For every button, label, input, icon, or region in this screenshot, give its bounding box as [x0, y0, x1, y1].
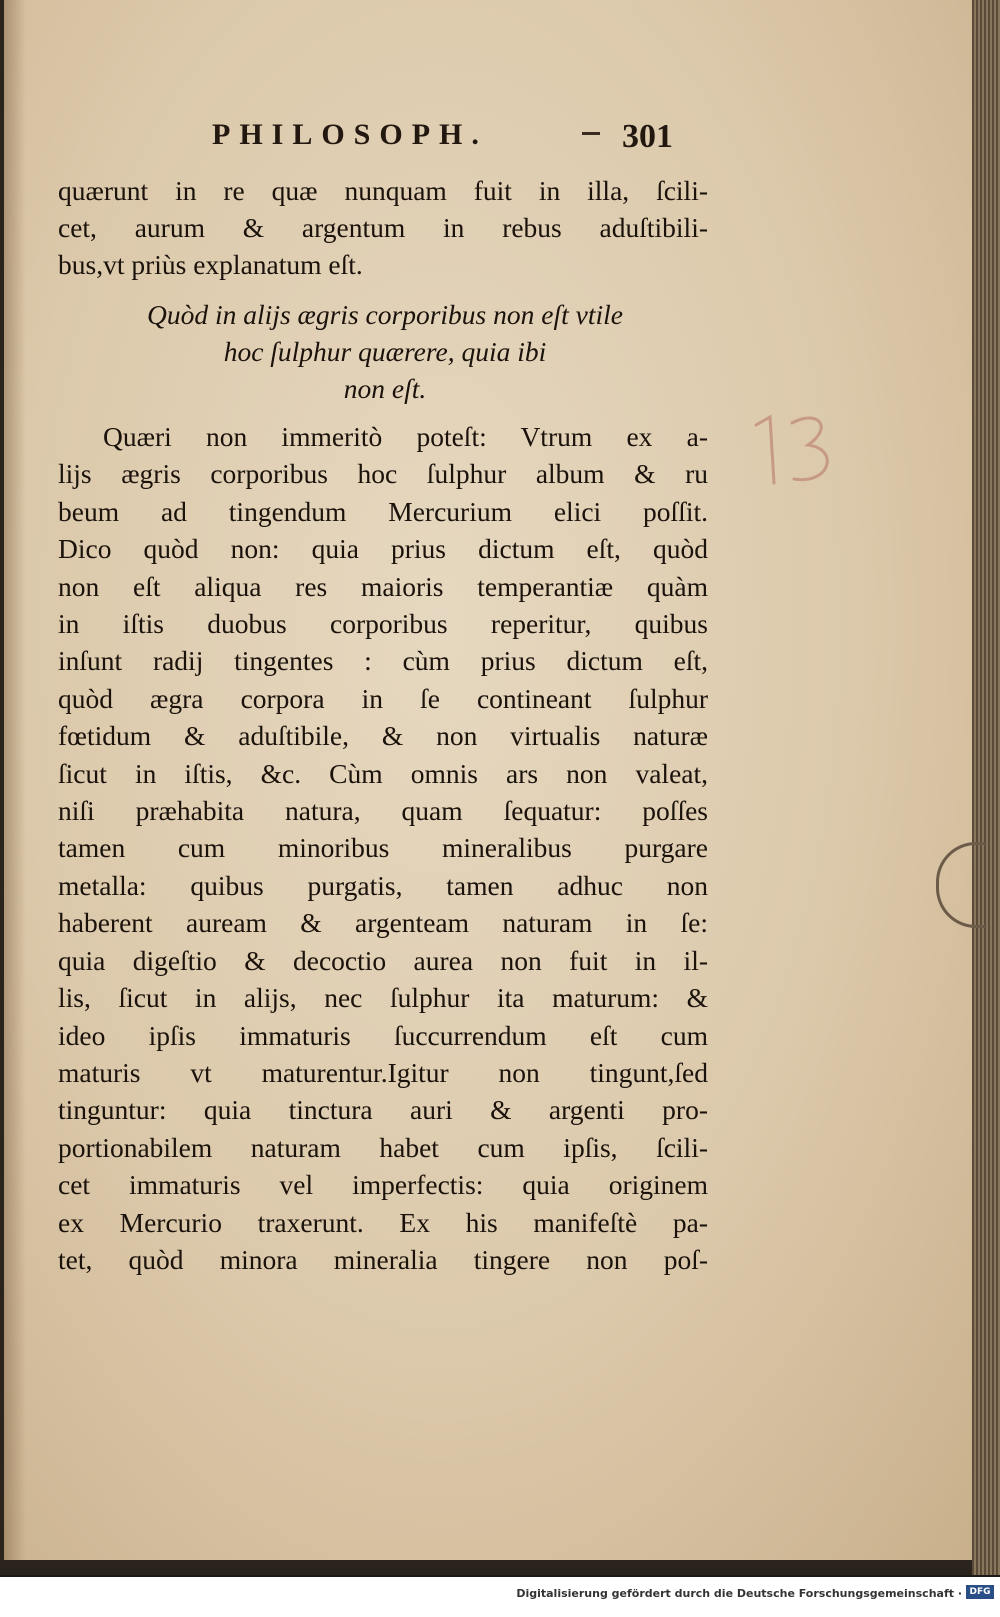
running-title: PHILOSOPH. — [212, 118, 488, 151]
text-line: tinguntur: quia tinctura auri & argenti pro- — [58, 1094, 708, 1126]
footer-credit: Digitalisierung gefördert durch die Deutsche Forschungsgemeinschaft · — [516, 1587, 962, 1600]
text-line: tet, quòd minora mineralia tingere non poſ- — [58, 1243, 708, 1275]
handwritten-margin-mark — [748, 405, 848, 495]
gutter-shadow — [4, 0, 26, 1560]
page-number: 301 — [622, 118, 673, 155]
section-heading — [60, 296, 710, 407]
page-edges — [972, 0, 1000, 1575]
text-line: Quæri non immeritò poteſt: Vtrum ex a- — [103, 421, 708, 452]
running-head — [0, 118, 1000, 168]
heading-line: Quòd in alijs ægris corporibus non eſt vtile — [147, 299, 623, 330]
intro-paragraph — [58, 172, 708, 284]
text-line: portionabilem naturam habet cum ipſis, ſcili- — [58, 1131, 708, 1163]
text-line: niſi præhabita natura, quam ſequatur: poſſes — [58, 795, 708, 827]
text-line: haberent auream & argenteam naturam in ſe: — [58, 907, 708, 939]
text-line: quòd ægra corpora in ſe contineant ſulphur — [58, 682, 708, 714]
text-line: lis, ſicut in alijs, nec ſulphur ita maturum: & — [58, 982, 708, 1014]
running-head-dash — [582, 132, 600, 135]
text-line: Dico quòd non: quia prius dictum eſt, quòd — [58, 533, 708, 565]
text-line: maturis vt maturentur.Igitur non tingunt,ſed — [58, 1056, 708, 1088]
text-line: cet, aurum & argentum in rebus aduſtibili- — [58, 212, 708, 244]
text-line: tamen cum minoribus mineralibus purgare — [58, 832, 708, 864]
body-paragraph — [58, 418, 708, 1278]
text-line: ſicut in iſtis, &c. Cùm omnis ars non valeat, — [58, 757, 708, 789]
text-line: inſunt radij tingentes : cùm prius dictum eſt, — [58, 645, 708, 677]
text-line: cet immaturis vel imperfectis: quia originem — [58, 1169, 708, 1201]
text-line: bus,vt priùs explanatum eſt. — [58, 249, 363, 281]
text-line: quia digeſtio & decoctio aurea non fuit in il- — [58, 944, 708, 976]
heading-line: non eſt. — [343, 373, 427, 404]
text-line: non eſt aliqua res maioris temperantiæ quàm — [58, 570, 708, 602]
text-line: quærunt in re quæ nunquam fuit in illa, ſcili- — [58, 175, 708, 206]
text-line: ex Mercurio traxerunt. Ex his manifeſtè pa- — [58, 1206, 708, 1238]
dfg-logo-icon: DFG — [966, 1585, 994, 1599]
text-line: beum ad tingendum Mercurium elici poſſit. — [58, 495, 708, 527]
text-line: lijs ægris corporibus hoc ſulphur album & ru — [58, 458, 708, 490]
text-line: metalla: quibus purgatis, tamen adhuc non — [58, 869, 708, 901]
text-line: in iſtis duobus corporibus reperitur, quibus — [58, 608, 708, 640]
text-line: fœtidum & aduſtibile, & non virtualis naturæ — [58, 720, 708, 752]
heading-line: hoc ſulphur quærere, quia ibi — [223, 336, 547, 367]
footer-bar — [0, 1577, 1000, 1617]
text-line: ideo ipſis immaturis ſuccurrendum eſt cum — [58, 1019, 708, 1051]
